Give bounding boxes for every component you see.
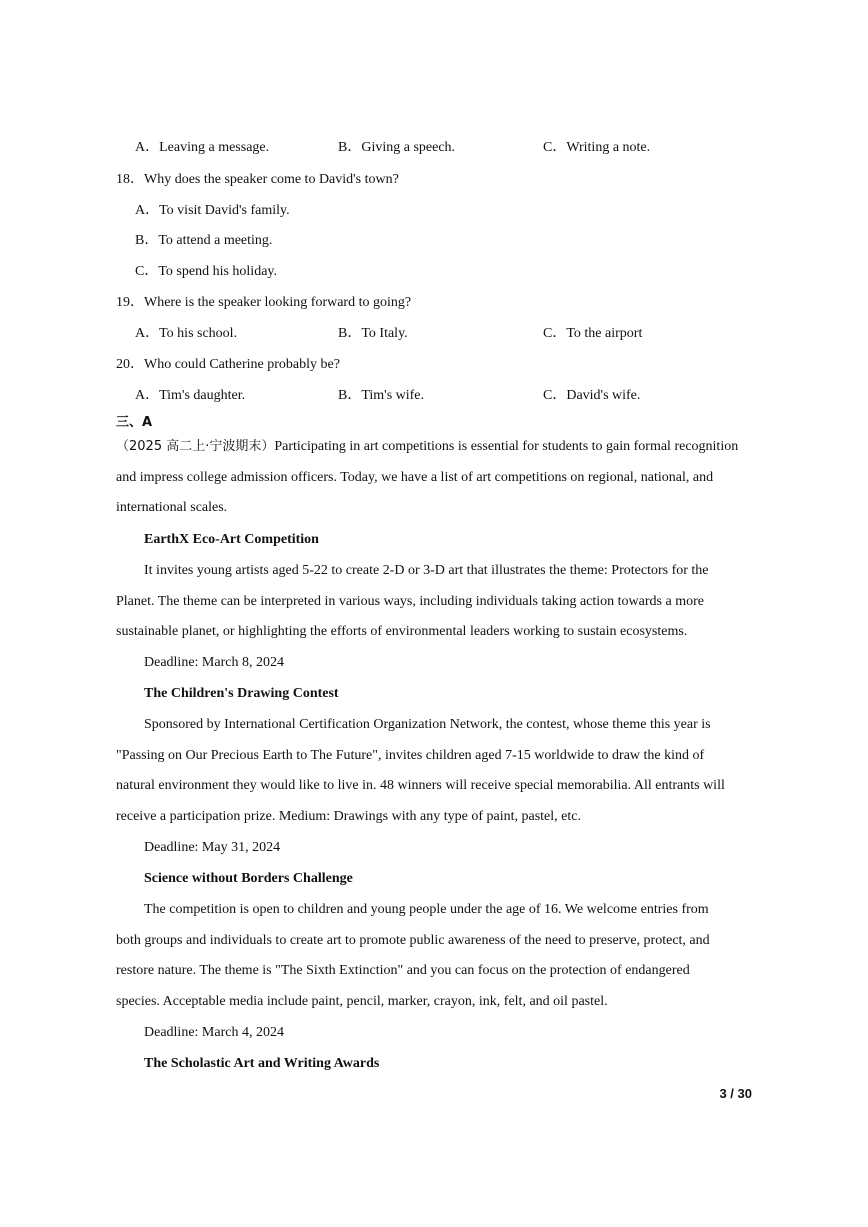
comp2-title: The Children's Drawing Contest [144, 686, 339, 701]
comp3-line-4: species. Acceptable media include paint, pencil, marker, crayon, ink, felt, and oil pastel. [116, 994, 608, 1009]
source-tag: （2025 高二上·宁波期末） [116, 439, 275, 454]
section-heading: 三、A [116, 415, 153, 430]
q17-option-a: A．Leaving a message. [135, 140, 270, 155]
q18-stem: 18．Why does the speaker come to David's town? [116, 172, 399, 187]
q20-option-c: C．David's wife. [543, 388, 641, 403]
q20-option-b: B．Tim's wife. [338, 388, 425, 403]
q17-option-c: C．Writing a note. [543, 140, 651, 155]
comp1-line-2: Planet. The theme can be interpreted in various ways, including individuals taking action towards a more [116, 594, 704, 609]
comp1-title: EarthX Eco-Art Competition [144, 532, 319, 547]
q19-option-a: A．To his school. [135, 326, 238, 341]
intro-line-2: and impress college admission officers. Today, we have a list of art competitions on regional, national, and [116, 470, 714, 485]
comp2-line-1: Sponsored by International Certification Organization Network, the contest, whose theme this year is [144, 717, 711, 732]
comp2-deadline: Deadline: May 31, 2024 [144, 840, 281, 855]
intro-text-1: Participating in art competitions is essential for students to gain formal recognition [274, 439, 739, 454]
comp1-deadline: Deadline: March 8, 2024 [144, 655, 284, 670]
comp3-line-2: both groups and individuals to create art to promote public awareness of the need to preserve, protect, and [116, 933, 710, 948]
intro-line-3: international scales. [116, 500, 228, 515]
intro-line-1 [116, 438, 738, 456]
q18-option-c: C．To spend his holiday. [135, 264, 277, 279]
q19-stem: 19．Where is the speaker looking forward to going? [116, 295, 412, 310]
comp3-title: Science without Borders Challenge [144, 871, 353, 886]
q19-option-b: B．To Italy. [338, 326, 408, 341]
comp4-title: The Scholastic Art and Writing Awards [144, 1056, 380, 1071]
q18-option-a: A．To visit David's family. [135, 203, 290, 218]
q18-option-b: B．To attend a meeting. [135, 233, 273, 248]
comp3-deadline: Deadline: March 4, 2024 [144, 1025, 284, 1040]
q19-option-c: C．To the airport [543, 326, 643, 341]
q20-option-a: A．Tim's daughter. [135, 388, 246, 403]
comp2-line-2: "Passing on Our Precious Earth to The Future", invites children aged 7-15 worldwide to draw the kind of [116, 748, 705, 763]
q20-stem: 20．Who could Catherine probably be? [116, 357, 340, 372]
comp3-line-3: restore nature. The theme is "The Sixth Extinction" and you can focus on the protection of endangered [116, 963, 690, 978]
comp2-line-3: natural environment they would like to live in. 48 winners will receive special memorabilia. All entrants will [116, 778, 725, 793]
q17-option-b: B．Giving a speech. [338, 140, 456, 155]
comp1-line-3: sustainable planet, or highlighting the efforts of environmental leaders working to sustain ecosystems. [116, 624, 688, 639]
comp3-line-1: The competition is open to children and young people under the age of 16. We welcome entries from [144, 902, 709, 917]
comp1-line-1: It invites young artists aged 5-22 to create 2-D or 3-D art that illustrates the theme: Protectors for the [144, 563, 709, 578]
comp2-line-4: receive a participation prize. Medium: Drawings with any type of paint, pastel, etc. [116, 809, 581, 824]
page-number: 3 / 30 [719, 1086, 752, 1101]
